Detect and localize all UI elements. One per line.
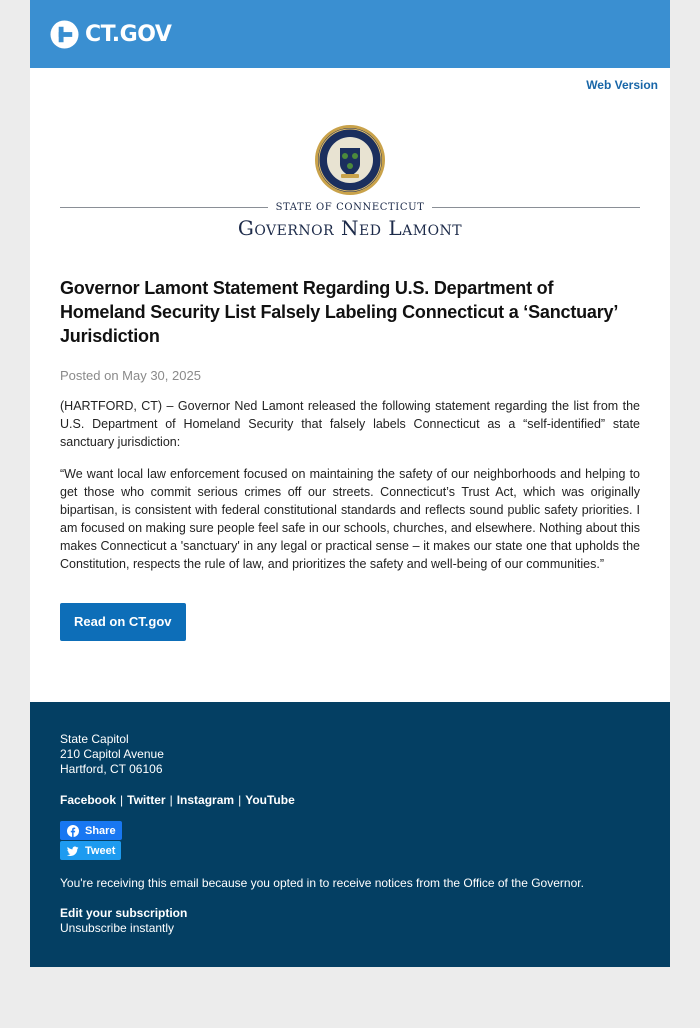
edit-subscription-link[interactable]: Edit your subscription [60,906,188,920]
address-line-2: 210 Capitol Avenue [60,747,164,761]
state-seal-icon [314,124,386,196]
address-line-1: State Capitol [60,732,129,746]
twitter-tweet-button[interactable] [60,841,121,860]
footer [30,702,670,967]
divider-left [60,207,268,208]
share-buttons [60,821,640,860]
logo-text: CT.GOV [85,21,172,47]
read-on-ctgov-button[interactable]: Read on CT.gov [60,603,186,641]
social-links [60,793,640,807]
twitter-bird-icon [67,845,79,857]
quote-paragraph: “We want local law enforcement focused on maintaining the safety of our neighborhoods and helping to get those who commit serious crimes off our streets. Connecticut’s Trust Act, which was originally bipartisan, is consistent with federal constitutional standards and reflects sound public safety priorities. I am focused on making sure people feel safe in our schools, churches, and elsewhere. Nothing about this makes Connecticut a 'sanctuary' in any legal or practical sense – it makes our state one that upholds the Constitution, respects the rule of law, and prioritizes the safety and well-being of our communities.” [60,467,640,571]
state-label: STATE OF CONNECTICUT [275,202,425,213]
instagram-link[interactable]: Instagram [176,793,235,807]
tweet-label: Tweet [85,844,116,857]
ct-logo-icon [50,20,79,49]
intro-paragraph: (HARTFORD, CT) – Governor Ned Lamont released the following statement regarding the list from the U.S. Department of Homeland Security that falsely labels Connecticut as a “self-identified” state sanctuary jurisdiction: [60,399,640,449]
separator: | [120,793,124,807]
posted-date: Posted on May 30, 2025 [60,368,201,383]
facebook-link[interactable]: Facebook [60,793,117,807]
unsubscribe-link[interactable]: Unsubscribe instantly [60,921,175,935]
state-label-rule [60,202,640,213]
separator: | [169,793,173,807]
share-label: Share [85,824,116,837]
opt-in-notice: You're receiving this email because you opted in to receive notices from the Office of the Governor. [60,876,584,890]
subscription-links [60,906,640,936]
youtube-link[interactable]: YouTube [245,793,295,807]
governor-header [60,68,640,240]
web-version-link[interactable]: Web Version [586,78,658,92]
divider-right [432,207,640,208]
separator: | [238,793,242,807]
article-headline: Governor Lamont Statement Regarding U.S. Department of Homeland Security List Falsely Labeling Connecticut a ‘Sanctuary’ Jurisdiction [60,278,618,346]
email-body [30,68,670,702]
twitter-link[interactable]: Twitter [127,793,166,807]
email-container [30,0,670,967]
address-block [60,732,640,777]
facebook-share-button[interactable] [60,821,122,840]
governor-name: Governor Ned Lamont [237,216,463,240]
address-line-3: Hartford, CT 06106 [60,762,163,776]
top-banner [30,0,670,68]
ct-gov-logo[interactable] [50,20,171,49]
facebook-icon [67,825,79,837]
